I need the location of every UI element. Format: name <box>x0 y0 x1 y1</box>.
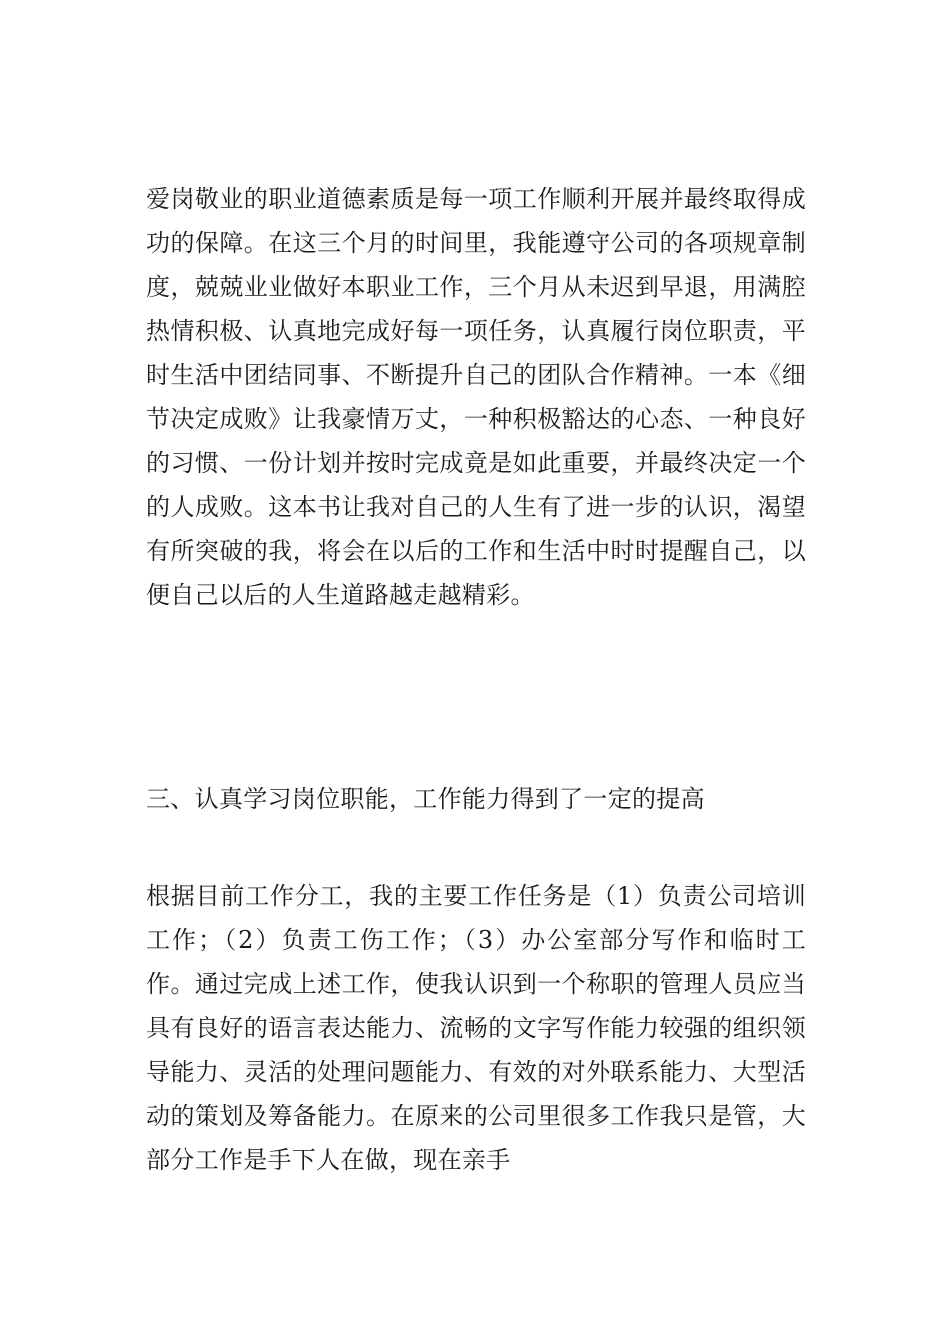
body-paragraph-job-duties: 根据目前工作分工，我的主要工作任务是（1）负责公司培训工作；（2）负责工伤工作；（3）办公室部分写作和临时工作。通过完成上述工作，使我认识到一个称职的管理人员应当具有良好的语言表达能力、流畅的文字写作能力较强的组织领导能力、灵活的处理问题能力、有效的对外联系能力、大型活动的策划及筹备能力。在原来的公司里很多工作我只是管，大部分工作是手下人在做，现在亲手 <box>146 882 806 1174</box>
section-heading: 三、认真学习岗位职能，工作能力得到了一定的提高 <box>146 785 705 813</box>
body-paragraph-work-ethic: 爱岗敬业的职业道德素质是每一项工作顺利开展并最终取得成功的保障。在这三个月的时间里，我能遵守公司的各项规章制度，兢兢业业做好本职业工作，三个月从未迟到早退，用满腔热情积极、认真地完成好每一项任务，认真履行岗位职责，平时生活中团结同事、不断提升自己的团队合作精神。一本《细节决定成败》让我豪情万丈，一种积极豁达的心态、一种良好的习惯、一份计划并按时完成竟是如此重要，并最终决定一个的人成败。这本书让我对自己的人生有了进一步的认识，渴望有所突破的我，将会在以后的工作和生活中时时提醒自己，以便自己以后的人生道路越走越精彩。 <box>146 185 806 609</box>
